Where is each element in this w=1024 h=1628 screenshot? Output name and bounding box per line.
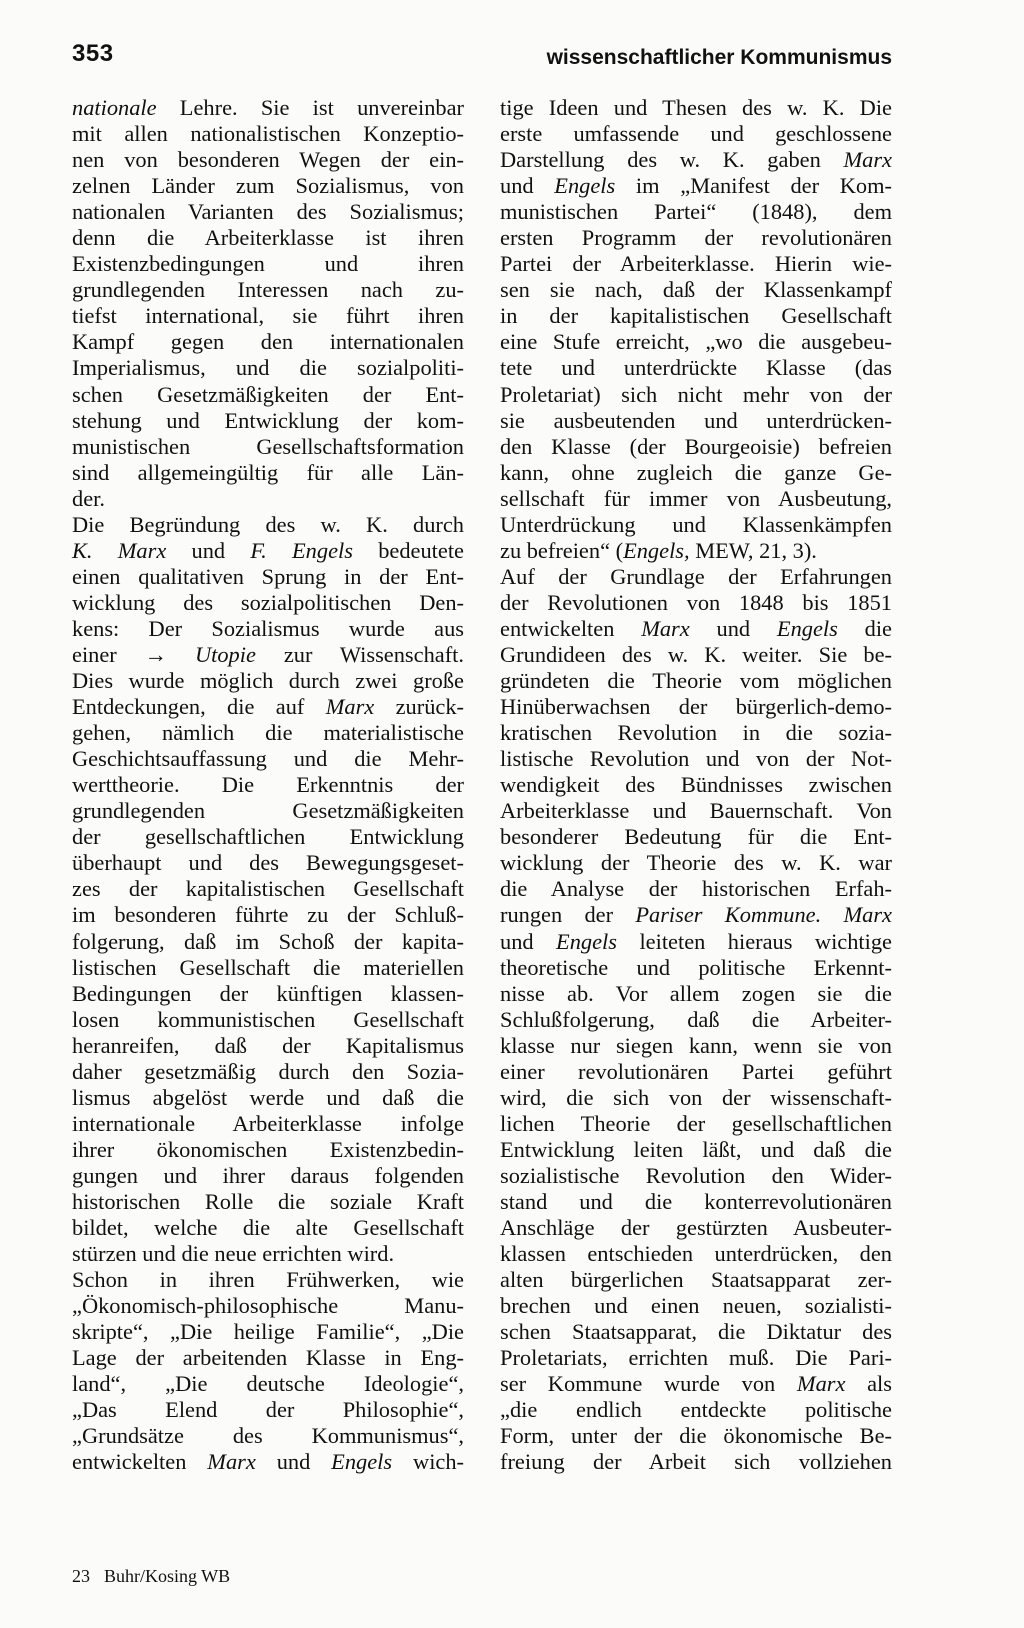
text-line: Die Begründung des w. K. durch xyxy=(72,511,464,537)
text-line: nationale Lehre. Sie ist unvereinbar xyxy=(72,95,464,120)
text-line: eine Stufe erreicht, „wo die ausgebeu- xyxy=(500,329,892,355)
text-line: Form, unter der die ökonomische Be- xyxy=(500,1423,892,1449)
text-line: Imperialismus, und die sozialpoliti- xyxy=(72,355,464,381)
text-line: „die endlich entdeckte politische xyxy=(500,1397,892,1423)
text-line: Auf der Grundlage der Erfahrungen xyxy=(500,563,892,589)
text-line: wicklung der Theorie des w. K. war xyxy=(500,850,892,876)
text-line: gründeten die Theorie vom möglichen xyxy=(500,668,892,694)
text-line: zelnen Länder zum Sozialismus, von xyxy=(72,173,464,199)
text-line: ser Kommune wurde von Marx als xyxy=(500,1371,892,1397)
text-line: wird, die sich von der wissenschaft- xyxy=(500,1084,892,1110)
text-line: gehen, nämlich die materialistische xyxy=(72,720,464,746)
text-line: tete und unterdrückte Klasse (das xyxy=(500,355,892,381)
text-line: wendigkeit des Bündnisses zwischen xyxy=(500,772,892,798)
text-line: Entwicklung leiten läßt, und daß die xyxy=(500,1136,892,1162)
text-line: und Engels leiteten hieraus wichtige xyxy=(500,928,892,954)
text-line: stehung und Entwicklung der kom- xyxy=(72,407,464,433)
text-line: wicklung des sozialpolitischen Den- xyxy=(72,589,464,615)
text-line: Hinüberwachsen der bürgerlich-demo- xyxy=(500,694,892,720)
text-line: Schon in ihren Frühwerken, wie xyxy=(72,1267,464,1293)
signature-label: Buhr/Kosing WB xyxy=(104,1566,231,1586)
text-line: gungen und ihrer daraus folgenden xyxy=(72,1162,464,1188)
text-line: theoretische und politische Erkennt- xyxy=(500,954,892,980)
text-line: historischen Rolle die soziale Kraft xyxy=(72,1188,464,1214)
text-line: lichen Theorie der gesellschaftlichen xyxy=(500,1110,892,1136)
text-line: in der kapitalistischen Gesellschaft xyxy=(500,303,892,329)
text-line: listische Revolution und von der Not- xyxy=(500,746,892,772)
text-line: munistischen Partei“ (1848), dem xyxy=(500,199,892,225)
text-line: kratischen Revolution in die sozia- xyxy=(500,720,892,746)
text-line: munistischen Gesellschaftsformation xyxy=(72,433,464,459)
text-line: stand und die konterrevolutionären xyxy=(500,1188,892,1214)
text-line: Geschichtsauffassung und die Mehr- xyxy=(72,746,464,772)
text-line: sozialistische Revolution den Wider- xyxy=(500,1162,892,1188)
text-line: tige Ideen und Thesen des w. K. Die xyxy=(500,95,892,120)
text-line: „Grundsätze des Kommunismus“, xyxy=(72,1423,464,1449)
text-line: bildet, welche die alte Gesellschaft xyxy=(72,1215,464,1241)
text-line: grundlegenden Gesetzmäßigkeiten xyxy=(72,798,464,824)
text-line: erste umfassende und geschlossene xyxy=(500,121,892,147)
text-line: Entdeckungen, die auf Marx zurück- xyxy=(72,694,464,720)
text-line: entwickelten Marx und Engels die xyxy=(500,615,892,641)
text-line: heranreifen, daß der Kapitalismus xyxy=(72,1032,464,1058)
text-line: Dies wurde möglich durch zwei große xyxy=(72,668,464,694)
text-line: schen Gesetzmäßigkeiten der Ent- xyxy=(72,381,464,407)
text-line: der gesellschaftlichen Entwicklung xyxy=(72,824,464,850)
text-line: lismus abgelöst werde und daß die xyxy=(72,1084,464,1110)
printer-signature xyxy=(72,1566,244,1587)
right-text-column xyxy=(500,95,892,1475)
text-line: sellschaft für immer von Ausbeutung, xyxy=(500,485,892,511)
text-line: entwickelten Marx und Engels wich- xyxy=(72,1449,464,1475)
text-line: folgerung, daß im Schoß der kapita- xyxy=(72,928,464,954)
text-line: schen Staatsapparat, die Diktatur des xyxy=(500,1319,892,1345)
text-line: zes der kapitalistischen Gesellschaft xyxy=(72,876,464,902)
text-line: sen sie nach, daß der Klassenkampf xyxy=(500,277,892,303)
text-line: einen qualitativen Sprung in der Ent- xyxy=(72,563,464,589)
text-line: der Revolutionen von 1848 bis 1851 xyxy=(500,589,892,615)
text-line: kens: Der Sozialismus wurde aus xyxy=(72,615,464,641)
text-line: Arbeiterklasse und Bauernschaft. Von xyxy=(500,798,892,824)
text-line: einer revolutionären Partei geführt xyxy=(500,1058,892,1084)
text-line: listischen Gesellschaft die materiellen xyxy=(72,954,464,980)
text-line: klassen entschieden unterdrücken, den xyxy=(500,1241,892,1267)
text-line: Existenzbedingungen und ihren xyxy=(72,251,464,277)
text-line: Grundideen des w. K. weiter. Sie be- xyxy=(500,641,892,667)
text-line: land“, „Die deutsche Ideologie“, xyxy=(72,1371,464,1397)
text-line: grundlegenden Interessen nach zu- xyxy=(72,277,464,303)
text-line: denn die Arbeiterklasse ist ihren xyxy=(72,225,464,251)
text-line: sie ausbeutenden und unterdrücken- xyxy=(500,407,892,433)
text-line: Kampf gegen den internationalen xyxy=(72,329,464,355)
text-line: Partei der Arbeiterklasse. Hierin wie- xyxy=(500,251,892,277)
text-line: mit allen nationalistischen Konzeptio- xyxy=(72,121,464,147)
text-line: werttheorie. Die Erkenntnis der xyxy=(72,772,464,798)
text-line: Schlußfolgerung, daß die Arbeiter- xyxy=(500,1006,892,1032)
text-line: „Das Elend der Philosophie“, xyxy=(72,1397,464,1423)
text-line: den Klasse (der Bourgeoisie) befreien xyxy=(500,433,892,459)
text-line: Darstellung des w. K. gaben Marx xyxy=(500,147,892,173)
text-line: sind allgemeingültig für alle Län- xyxy=(72,459,464,485)
text-line: und Engels im „Manifest der Kom- xyxy=(500,173,892,199)
text-line: klasse nur siegen kann, wenn sie von xyxy=(500,1032,892,1058)
signature-number: 23 xyxy=(72,1566,90,1586)
text-line: nisse ab. Vor allem zogen sie die xyxy=(500,980,892,1006)
text-line: Lage der arbeitenden Klasse in Eng- xyxy=(72,1345,464,1371)
text-line: der. xyxy=(72,485,105,511)
text-line: alten bürgerlichen Staatsapparat zer- xyxy=(500,1267,892,1293)
text-line: ersten Programm der revolutionären xyxy=(500,225,892,251)
text-line: besonderer Bedeutung für die Ent- xyxy=(500,824,892,850)
text-line: daher gesetzmäßig durch den Sozia- xyxy=(72,1058,464,1084)
text-line: brechen und einen neuen, sozialisti- xyxy=(500,1293,892,1319)
running-title: wissenschaftlicher Kommunismus xyxy=(546,46,892,69)
text-line: Unterdrückung und Klassenkämpfen xyxy=(500,511,892,537)
text-line: stürzen und die neue errichten wird. xyxy=(72,1241,395,1267)
text-line: im besonderen führte zu der Schluß- xyxy=(72,902,464,928)
text-line: tiefst international, sie führt ihren xyxy=(72,303,464,329)
text-line: K. Marx und F. Engels bedeutete xyxy=(72,537,464,563)
text-line: internationale Arbeiterklasse infolge xyxy=(72,1110,464,1136)
text-line: skripte“, „Die heilige Familie“, „Die xyxy=(72,1319,464,1345)
text-line: rungen der Pariser Kommune. Marx xyxy=(500,902,892,928)
page-number: 353 xyxy=(72,40,114,67)
text-line: nationalen Varianten des Sozialismus; xyxy=(72,199,464,225)
text-line: kann, ohne zugleich die ganze Ge- xyxy=(500,459,892,485)
text-line: Anschläge der gestürzten Ausbeuter- xyxy=(500,1215,892,1241)
text-line: ihrer ökonomischen Existenzbedin- xyxy=(72,1136,464,1162)
text-line: einer → Utopie zur Wissenschaft. xyxy=(72,641,464,667)
text-line: Proletariat) sich nicht mehr von der xyxy=(500,381,892,407)
text-line: „Ökonomisch-philosophische Manu- xyxy=(72,1293,464,1319)
text-line: Proletariats, errichten muß. Die Pari- xyxy=(500,1345,892,1371)
left-text-column xyxy=(72,95,464,1475)
text-line: freiung der Arbeit sich vollziehen xyxy=(500,1449,892,1475)
text-line: Bedingungen der künftigen klassen- xyxy=(72,980,464,1006)
text-line: nen von besonderen Wegen der ein- xyxy=(72,147,464,173)
text-line: überhaupt und des Bewegungsgeset- xyxy=(72,850,464,876)
text-line: zu befreien“ (Engels, MEW, 21, 3). xyxy=(500,537,817,563)
text-line: losen kommunistischen Gesellschaft xyxy=(72,1006,464,1032)
text-line: die Analyse der historischen Erfah- xyxy=(500,876,892,902)
